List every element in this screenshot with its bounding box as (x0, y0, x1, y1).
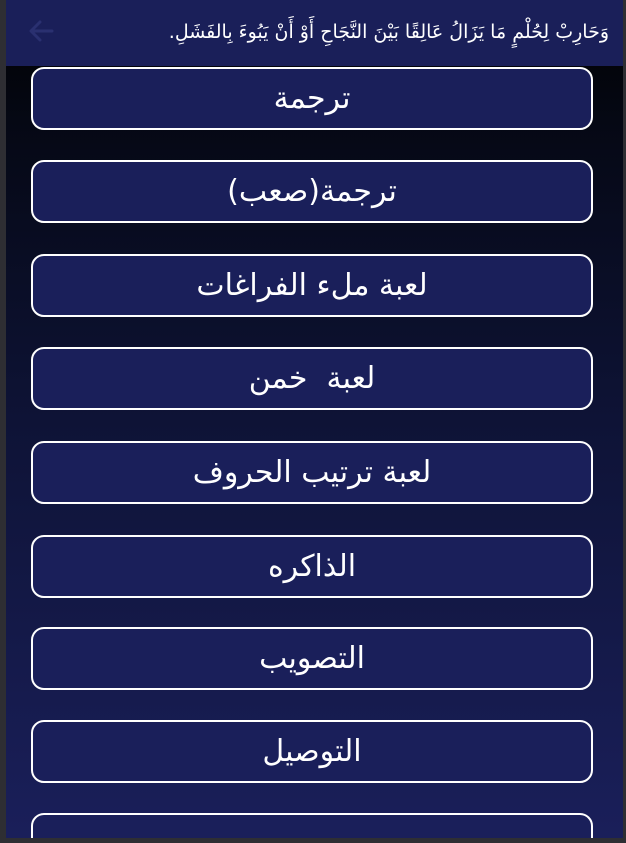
quote-text: وَحَارِبْ لِحُلْمٍ مَا يَزَالُ عَالِقًا بَيْنَ النَّجَاحِ أَوْ أَنْ يَبُوءَ بِالفَشَلِ. (168, 21, 609, 43)
matching-game-button[interactable]: التوصيل (31, 720, 593, 783)
partial-menu-button[interactable] (31, 813, 593, 838)
translation-hard-button[interactable]: ترجمة(صعب) (31, 160, 593, 223)
arrow-left-icon (28, 20, 54, 42)
back-button[interactable] (24, 14, 58, 48)
guess-game-button[interactable]: لعبة خمن (31, 347, 593, 410)
letter-order-game-button[interactable]: لعبة ترتيب الحروف (31, 441, 593, 504)
translation-button[interactable]: ترجمة (31, 67, 593, 130)
memory-game-button[interactable]: الذاكره (31, 535, 593, 598)
top-bar (6, 0, 623, 66)
aiming-game-button[interactable]: التصويب (31, 627, 593, 690)
app-frame (6, 0, 623, 838)
fill-blanks-game-button[interactable]: لعبة ملء الفراغات (31, 254, 593, 317)
